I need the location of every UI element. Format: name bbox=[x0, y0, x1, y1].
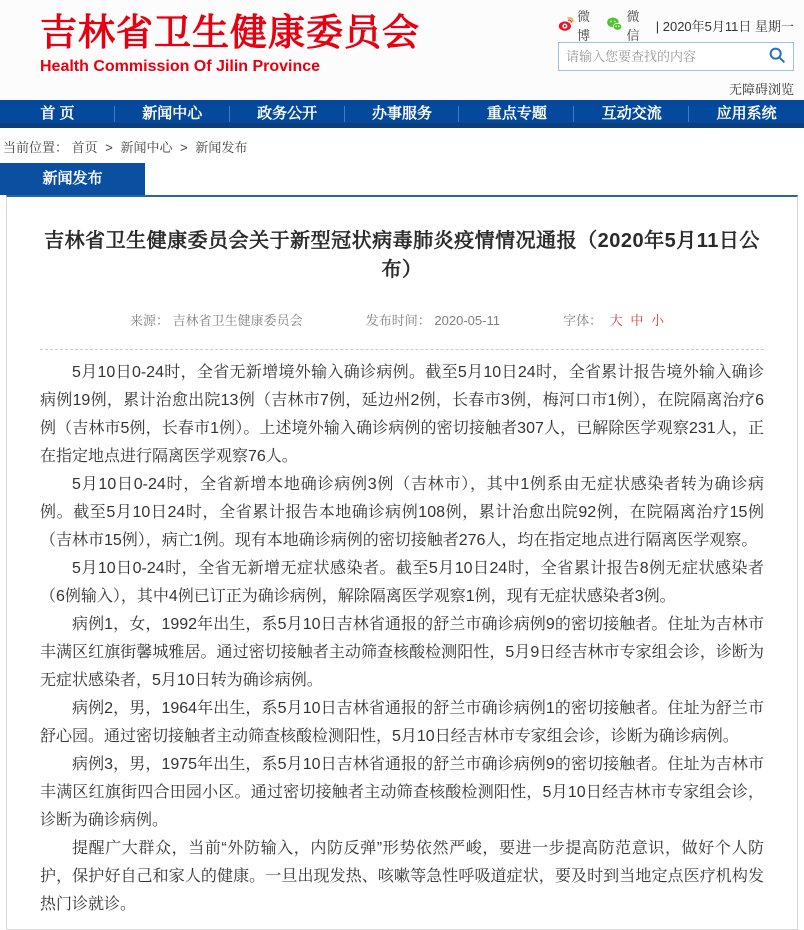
nav-item-interaction[interactable]: 互动交流 bbox=[574, 100, 689, 123]
breadcrumb-label: 当前位置： bbox=[3, 140, 69, 155]
publish-value: 2020-05-11 bbox=[434, 313, 500, 328]
breadcrumb-home[interactable]: 首页 bbox=[71, 140, 98, 155]
publish-label: 发布时间： bbox=[365, 313, 431, 328]
nav-item-news[interactable]: 新闻中心 bbox=[115, 100, 230, 123]
breadcrumb-separator: > bbox=[180, 140, 188, 155]
wechat-label: 微信 bbox=[626, 9, 640, 43]
social-row bbox=[558, 9, 794, 43]
search-icon bbox=[768, 46, 786, 67]
weibo-icon bbox=[558, 16, 577, 35]
nav-item-gov-affairs[interactable]: 政务公开 bbox=[230, 100, 345, 123]
article-paragraph: 病例3，男，1975年出生，系5月10日吉林省通报的舒兰市确诊病例9的密切接触者。住址为吉林市丰满区红旗街四合田园小区。通过密切接触者主动筛查核酸检测阳性，5月10日经吉林市专家组会诊，诊断为确诊病例。 bbox=[40, 756, 764, 829]
article-paragraph: 提醒广大群众，当前“外防输入，内防反弹”形势依然严峻，要进一步提高防范意识，做好个人防护，保护好自己和家人的健康。一旦出现发热、咳嗽等急性呼吸道症状，要及时到当地定点医疗机构发热门诊就诊。 bbox=[40, 840, 764, 913]
source-value: 吉林省卫生健康委员会 bbox=[172, 313, 303, 328]
weibo-link[interactable] bbox=[558, 6, 594, 44]
tab-row bbox=[0, 163, 804, 195]
wechat-icon bbox=[606, 16, 626, 35]
search-input[interactable] bbox=[566, 49, 768, 64]
article-meta bbox=[40, 310, 764, 329]
search-box bbox=[558, 42, 794, 71]
font-size-large-button[interactable]: 大 bbox=[609, 313, 623, 328]
article-paragraph: 病例1，女，1992年出生，系5月10日吉林省通报的舒兰市确诊病例9的密切接触者。住址为吉林市丰满区红旗街馨城雅居。通过密切接触者主动筛查核酸检测阳性，5月9日经吉林市专家组会诊，诊断为无症状感染者，5月10日转为确诊病例。 bbox=[40, 616, 764, 689]
article-publish-time bbox=[366, 310, 500, 329]
article-container bbox=[6, 195, 798, 930]
search-button[interactable] bbox=[768, 46, 786, 67]
font-size-small-button[interactable]: 小 bbox=[650, 313, 664, 328]
site-subtitle: Health Commission Of Jilin Province bbox=[40, 57, 321, 75]
header-right bbox=[558, 9, 794, 98]
breadcrumb-news-center[interactable]: 新闻中心 bbox=[120, 140, 173, 155]
article-body bbox=[40, 359, 764, 919]
tab-news-release[interactable]: 新闻发布 bbox=[0, 163, 145, 195]
nav-item-home[interactable]: 首 页 bbox=[0, 100, 115, 123]
font-size-label: 字体： bbox=[563, 313, 603, 328]
wechat-link[interactable] bbox=[606, 6, 643, 44]
font-size-medium-button[interactable]: 中 bbox=[630, 313, 644, 328]
article-paragraph: 病例2，男，1964年出生，系5月10日吉林省通报的舒兰市确诊病例1的密切接触者。住址为舒兰市舒心园。通过密切接触者主动筛查核酸检测阳性，5月10日经吉林市专家组会诊，诊断为确诊病例。 bbox=[40, 700, 764, 745]
font-size-switcher bbox=[563, 310, 664, 329]
meta-divider bbox=[40, 349, 764, 350]
article-paragraph: 5月10日0-24时，全省无新增无症状感染者。截至5月10日24时，全省累计报告8例无症状感染者（6例输入），其中4例已订正为确诊病例，解除隔离医学观察1例，现有无症状感染者3例。 bbox=[40, 560, 764, 605]
site-logo bbox=[40, 12, 420, 76]
accessibility-link[interactable]: 无障碍浏览 bbox=[728, 82, 794, 97]
article-paragraph: 5月10日0-24时，全省无新增境外输入确诊病例。截至5月10日24时，全省累计报告境外输入确诊病例19例，累计治愈出院13例（吉林市7例，延边州2例，长春市3例，梅河口市1例），在院隔离治疗6例（吉林市5例，长春市1例）。上述境外输入确诊病例的密切接触者307人，已解除医学观察231人，正在指定地点进行隔离医学观察76人。 bbox=[40, 364, 764, 465]
breadcrumb bbox=[0, 128, 804, 156]
nav-item-services[interactable]: 办事服务 bbox=[345, 100, 460, 123]
breadcrumb-separator: > bbox=[105, 140, 113, 155]
main-nav bbox=[0, 100, 804, 128]
nav-item-key-topics[interactable]: 重点专题 bbox=[459, 100, 574, 123]
breadcrumb-news-release[interactable]: 新闻发布 bbox=[195, 140, 248, 155]
article-paragraph: 5月10日0-24时，全省新增本地确诊病例3例（吉林市），其中1例系由无症状感染者转为确诊病例。截至5月10日24时，全省累计报告本地确诊病例108例，累计治愈出院92例，在院隔离治疗15例（吉林市15例），病亡1例。现有本地确诊病例的密切接触者276人，均在指定地点进行隔离医学观察。 bbox=[40, 476, 764, 549]
weibo-label: 微博 bbox=[577, 9, 591, 43]
source-label: 来源： bbox=[130, 313, 170, 328]
article-source bbox=[130, 310, 303, 329]
site-header bbox=[0, 0, 804, 100]
site-title: 吉林省卫生健康委员会 bbox=[40, 12, 420, 53]
current-date: | 2020年5月11日 星期一 bbox=[655, 18, 794, 34]
article-title: 吉林省卫生健康委员会关于新型冠状病毒肺炎疫情情况通报（2020年5月11日公布） bbox=[44, 230, 760, 281]
nav-item-applications[interactable]: 应用系统 bbox=[716, 105, 777, 122]
